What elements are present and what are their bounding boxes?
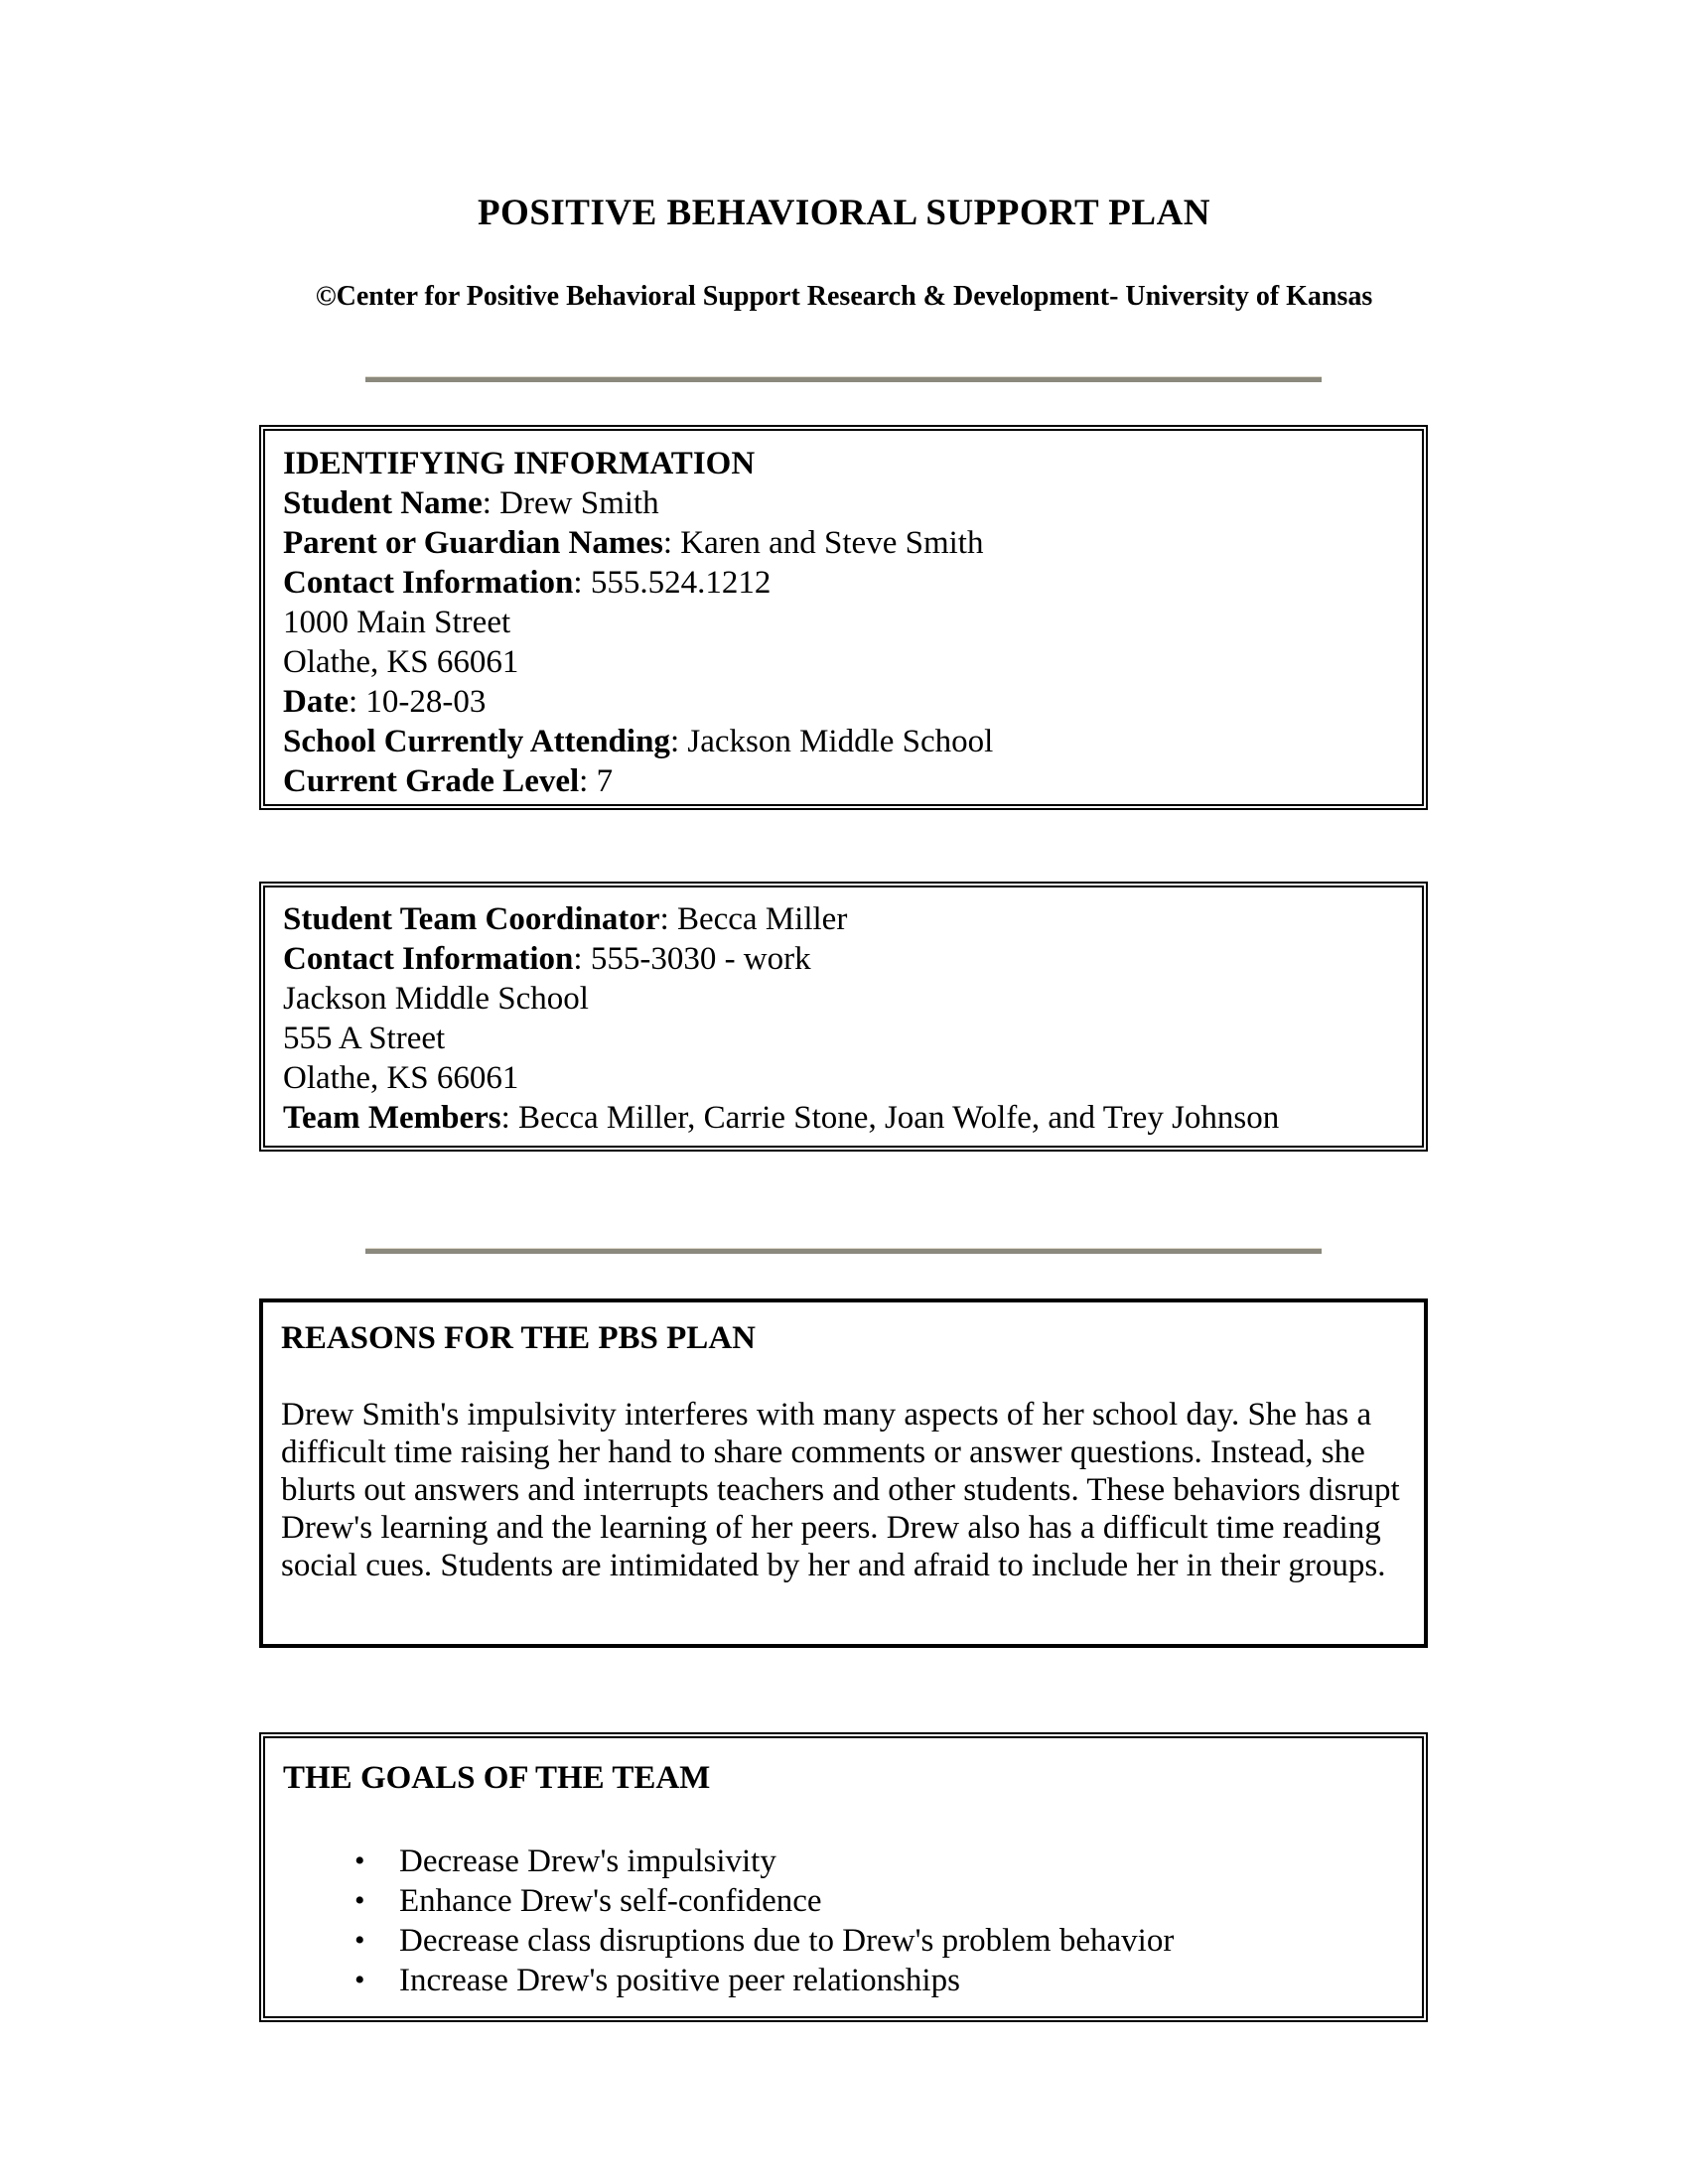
field-label: Student Team Coordinator xyxy=(283,901,660,937)
field-label: School Currently Attending xyxy=(283,724,670,759)
field-value: : Karen and Steve Smith xyxy=(662,525,984,561)
coordinator-street-line xyxy=(283,1019,1404,1058)
field-value: 1000 Main Street xyxy=(283,605,511,640)
document-title: POSITIVE BEHAVIORAL SUPPORT PLAN xyxy=(477,193,1211,233)
identifying-information-heading: IDENTIFYING INFORMATION xyxy=(283,446,756,481)
field-label: Contact Information xyxy=(283,941,574,977)
field-label: Current Grade Level xyxy=(283,763,580,799)
goals-heading: THE GOALS OF THE TEAM xyxy=(283,1760,711,1796)
goal-item: • Enhance Drew's self-confidence xyxy=(283,1881,1404,1921)
school-attending-line xyxy=(283,722,1404,761)
field-label: Team Members xyxy=(283,1100,501,1136)
parent-guardian-line xyxy=(283,523,1404,563)
team-coordinator-line xyxy=(283,899,1404,939)
field-value: : Drew Smith xyxy=(482,485,659,521)
goal-item: • Decrease Drew's impulsivity xyxy=(283,1842,1404,1881)
document-subtitle: ©Center for Positive Behavioral Support Research & Development- University of Kansas xyxy=(315,281,1373,312)
street-address-line xyxy=(283,603,1404,642)
field-value: : 10-28-03 xyxy=(348,684,487,720)
field-value: : 555.524.1212 xyxy=(573,565,772,601)
coordinator-contact-line xyxy=(283,939,1404,979)
identifying-information-box xyxy=(259,425,1428,810)
reasons-box xyxy=(259,1298,1428,1648)
field-value: Olathe, KS 66061 xyxy=(283,644,519,680)
field-label: Parent or Guardian Names xyxy=(283,525,663,561)
city-state-zip-line xyxy=(283,642,1404,682)
field-value: : Becca Miller xyxy=(659,901,848,937)
grade-level-line xyxy=(283,761,1404,801)
horizontal-divider xyxy=(365,376,1322,382)
contact-information-line xyxy=(283,563,1404,603)
field-value: : Becca Miller, Carrie Stone, Joan Wolfe, and Trey Johnson xyxy=(500,1100,1280,1136)
student-name-line xyxy=(283,483,1404,523)
coordinator-city-line xyxy=(283,1058,1404,1098)
field-value: 555 A Street xyxy=(283,1021,446,1056)
goal-item: • Increase Drew's positive peer relationships xyxy=(283,1961,1404,2000)
horizontal-divider xyxy=(365,1248,1322,1254)
field-label: Date xyxy=(283,684,349,720)
field-value: Jackson Middle School xyxy=(283,981,589,1017)
reasons-paragraph: Drew Smith's impulsivity interferes with many aspects of her school day. She has a difficult time raising her hand to share comments or answer questions. Instead, she blurts out answers and interrupts teachers and other students. These behaviors disrupt Drew's learning and the learning of her peers. Drew also has a difficult time reading social cues. Students are intimidated by her and afraid to include her in their groups. xyxy=(281,1397,1400,1583)
reasons-heading: REASONS FOR THE PBS PLAN xyxy=(281,1320,756,1356)
field-label: Student Name xyxy=(283,485,483,521)
field-value: : 555-3030 - work xyxy=(573,941,811,977)
coordinator-school-line xyxy=(283,979,1404,1019)
field-value: : 7 xyxy=(579,763,614,799)
goals-box xyxy=(259,1732,1428,2022)
field-label: Contact Information xyxy=(283,565,574,601)
team-coordinator-box xyxy=(259,882,1428,1152)
field-value: Olathe, KS 66061 xyxy=(283,1060,519,1096)
date-line xyxy=(283,682,1404,722)
team-members-line xyxy=(283,1098,1404,1138)
goal-item: • Decrease class disruptions due to Drew's problem behavior xyxy=(283,1921,1404,1961)
field-value: : Jackson Middle School xyxy=(669,724,994,759)
